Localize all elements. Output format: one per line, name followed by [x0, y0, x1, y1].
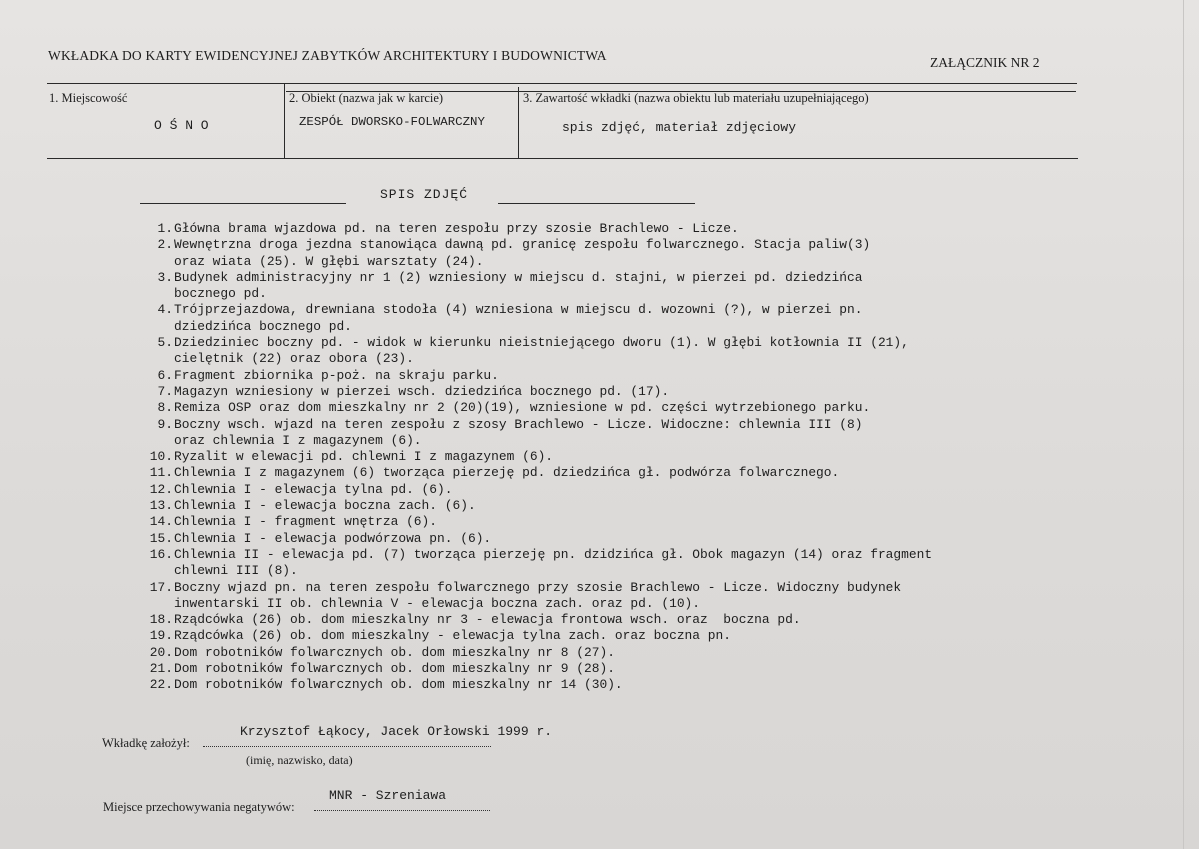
list-item: 21. Dom robotników folwarcznych ob. dom mieszkalny nr 9 (28).	[149, 661, 615, 677]
author-hint: (imię, nazwisko, data)	[246, 753, 353, 767]
list-item: 17. Boczny wjazd pn. na teren zespołu folwarcznego przy szosie Brachlewo - Licze. Widoczny budynek inwentarski II ob. chlewnia V - elewacja boczna zach. oraz pd. (10).	[149, 579, 902, 611]
author-value: Krzysztof Łąkocy, Jacek Orłowski 1999 r.	[240, 724, 553, 739]
list-item: 7. Magazyn wzniesiony w pierzei wsch. dziedzińca bocznego pd. (17).	[157, 383, 670, 399]
list-item: 19. Rządcówka (26) ob. dom mieszkalny - elewacja tylna zach. oraz boczna pn.	[149, 628, 731, 644]
list-item: 18. Rządcówka (26) ob. dom mieszkalny nr 3 - elewacja frontowa wsch. oraz boczna pd.	[149, 612, 801, 628]
photo-list	[133, 221, 932, 694]
list-item: 1. Główna brama wjazdowa pd. na teren zespołu przy szosie Brachlewo - Licze.	[157, 221, 739, 236]
list-item: 13. Chlewnia I - elewacja boczna zach. (6).	[149, 498, 476, 514]
list-item: 15. Chlewnia I - elewacja podwórzowa pn. (6).	[149, 530, 492, 546]
list-item: 20. Dom robotników folwarcznych ob. dom mieszkalny nr 8 (27).	[149, 644, 615, 660]
list-item: 16. Chlewnia II - elewacja pd. (7) tworząca pierzeję pn. dzidzińca gł. Obok magazyn (14) oraz fragment chlewni III (8).	[149, 546, 933, 579]
object-value: ZESPÓŁ DWORSKO-FOLWARCZNY	[299, 115, 485, 129]
table-bottom-line	[47, 158, 1078, 159]
list-item: 2. Wewnętrzna droga jezdna stanowiąca dawną pd. granicę zespołu folwarcznego. Stacja paliw(3) oraz wiata (25). W głębi warsztaty (24).	[157, 237, 871, 269]
list-item: 6. Fragment zbiornika p-poż. na skraju parku.	[157, 367, 499, 383]
list-item: 14. Chlewnia I - fragment wnętrza (6).	[149, 514, 438, 530]
table-divider-1	[284, 83, 285, 158]
section-rule-right	[498, 203, 695, 204]
list-item: 5. Dziedziniec boczny pd. - widok w kierunku nieistniejącego dworu (1). W głębi kotłownia II (21), cielętnik (22) oraz obora (23).	[157, 335, 909, 367]
list-item: 4. Trójprzejazdowa, drewniana stodoła (4) wzniesiona w miejscu d. wozowni (?), w pierzei pn. dziedzińca bocznego pd.	[157, 302, 863, 334]
locality-label: 1. Miejscowość	[49, 91, 128, 105]
storage-label: Miejsce przechowywania negatywów:	[103, 800, 295, 814]
section-rule-left	[140, 203, 346, 204]
storage-value: MNR - Szreniawa	[329, 788, 447, 803]
list-item: 9. Boczny wsch. wjazd na teren zespołu z szosy Brachlewo - Licze. Widoczne: chlewnia III (8) oraz chlewnia I z magazynem (6).	[157, 416, 863, 448]
scan-edge	[1183, 0, 1184, 849]
list-item: 8. Remiza OSP oraz dom mieszkalny nr 2 (20)(19), wzniesione w pd. części wytrzebionego parku.	[157, 400, 871, 416]
list-item: 3. Budynek administracyjny nr 1 (2) wzniesiony w miejscu d. stajni, w pierzei pd. dziedzińca bocznego pd.	[157, 269, 863, 302]
storage-dotted-line	[314, 810, 490, 811]
form-title: WKŁADKA DO KARTY EWIDENCYJNEJ ZABYTKÓW ARCHITEKTURY I BUDOWNICTWA	[48, 48, 607, 63]
contents-label: 3. Zawartość wkładki (nazwa obiektu lub materiału uzupełniającego)	[523, 91, 869, 105]
list-item: 12. Chlewnia I - elewacja tylna pd. (6).	[149, 481, 453, 497]
object-label: 2. Obiekt (nazwa jak w karcie)	[289, 91, 444, 105]
list-item: 10. Ryzalit w elewacji pd. chlewni I z magazynem (6).	[149, 449, 554, 465]
list-item: 22. Dom robotników folwarcznych ob. dom mieszkalny nr 14 (30).	[149, 677, 623, 693]
locality-value: O Ś N O	[154, 118, 209, 133]
annex-number: ZAŁĄCZNIK NR 2	[930, 55, 1040, 70]
table-divider-2	[518, 87, 519, 158]
table-top-line	[47, 83, 1077, 84]
list-item: 11. Chlewnia I z magazynem (6) tworząca pierzeję pd. dziedzińca gł. podwórza folwarcznego.	[149, 465, 840, 481]
section-title: SPIS ZDJĘĆ	[380, 187, 469, 202]
author-dotted-line	[203, 746, 491, 747]
author-label: Wkładkę założył:	[102, 736, 190, 750]
contents-value: spis zdjęć, materiał zdjęciowy	[562, 120, 797, 135]
